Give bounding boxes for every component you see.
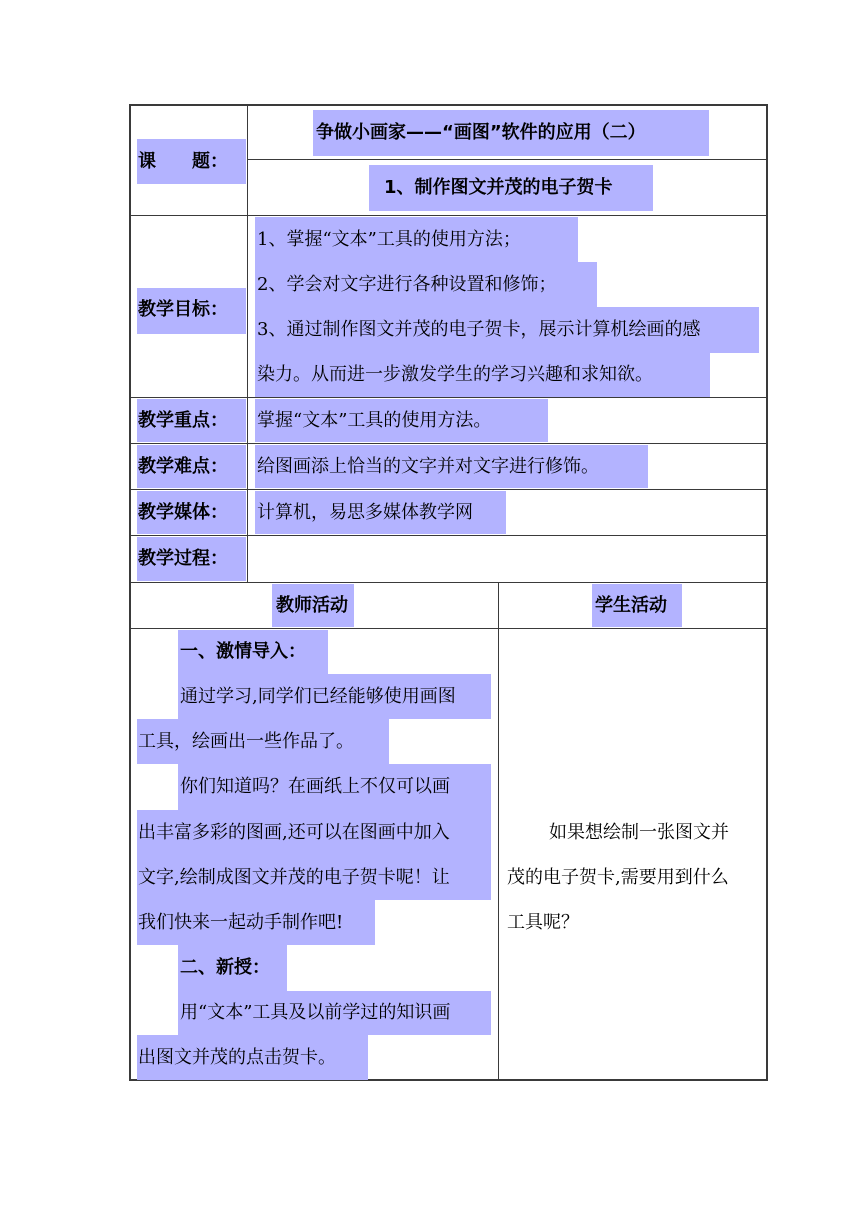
student-activity-header: 学生活动 [595,595,667,616]
objective-item: 1、掌握“文本”工具的使用方法； [257,229,521,250]
row-divider [129,215,767,216]
teacher-line: 出图文并茂的点击贺卡。 [138,1047,336,1068]
media-label: 教学媒体： [138,502,228,523]
teacher-line: 通过学习,同学们已经能够使用画图 [180,686,456,707]
row-divider [129,397,767,398]
teacher-line: 我们快来一起动手制作吧! [138,912,344,933]
objectives-label: 教学目标： [138,299,228,320]
row-divider [129,535,767,536]
row-divider [129,489,767,490]
row-divider [247,159,767,160]
key-point-label: 教学重点： [138,410,228,431]
section-heading-intro: 一、激情导入： [180,641,306,662]
media-text: 计算机，易思多媒体教学网 [257,502,473,523]
objective-item: 2、学会对文字进行各种设置和修饰； [257,274,557,295]
key-point-text: 掌握“文本”工具的使用方法。 [257,410,492,431]
process-label: 教学过程： [138,548,228,569]
title-label: 课 题： [138,151,228,172]
teacher-activity-header: 教师活动 [276,595,348,616]
row-divider [129,582,767,583]
row-divider [129,443,767,444]
lesson-title: 争做小画家——“画图”软件的应用（二） [316,122,646,143]
column-divider [498,582,499,1080]
teacher-line: 你们知道吗？在画纸上不仅可以画 [180,776,450,797]
difficulty-text: 给图画添上恰当的文字并对文字进行修饰。 [257,456,599,477]
row-divider [129,628,767,629]
lesson-subtitle: 1、制作图文并茂的电子贺卡 [384,177,613,198]
student-line: 茂的电子贺卡,需要用到什么 [507,867,729,888]
student-line: 工具呢？ [507,912,579,933]
objective-item: 染力。从而进一步激发学生的学习兴趣和求知欲。 [257,364,653,385]
teacher-line: 用“文本”工具及以前学过的知识画 [180,1002,451,1023]
teacher-line: 工具，绘画出一些作品了。 [138,731,354,752]
difficulty-label: 教学难点： [138,456,228,477]
section-heading-new: 二、新授： [180,957,270,978]
teacher-line: 文字,绘制成图文并茂的电子贺卡呢！让 [138,867,450,888]
objective-item: 3、通过制作图文并茂的电子贺卡，展示计算机绘画的感 [257,319,701,340]
column-divider [247,104,248,582]
teacher-line: 出丰富多彩的图画,还可以在图画中加入 [138,822,450,843]
student-line: 如果想绘制一张图文并 [549,822,729,843]
